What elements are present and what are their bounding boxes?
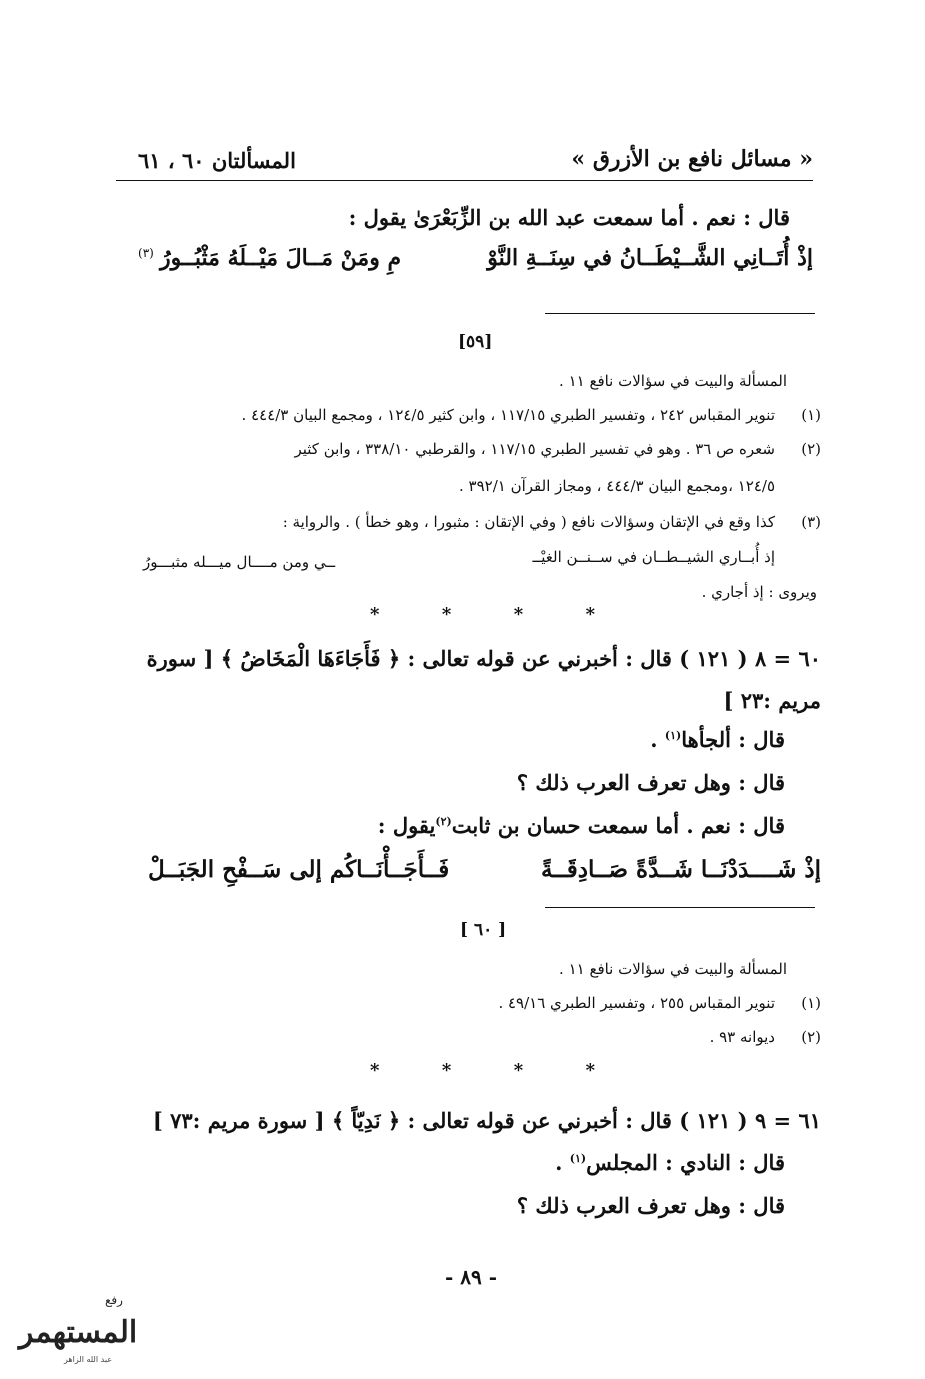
footnote-number: (١) (801, 406, 821, 424)
footnote-text: تنوير المقباس ٢٤٢ ، وتفسير الطبري ١١٧/١٥ ، وابن كثير ١٢٤/٥ ، ومجمع البيان ٤٤٤/٣ . (241, 406, 775, 424)
logo-small-text: رفع (105, 1293, 123, 1307)
footnote-text: ديوانه ٩٣ . (709, 1028, 775, 1046)
question-61-line1: ٦١ = ٩ ( ١٢١ ) قال : أخبرني عن قوله تعالى : ﴿ نَدِيّاً ﴾ [ سورة مريم :٧٣ ] (152, 1108, 821, 1133)
footnote-number: (٣) (801, 513, 821, 531)
footnote-text: شعره ص ٣٦ . وهو في تفسير الطبري ١١٧/١٥ ، والقرطبي ٣٣٨/١٠ ، وابن كثير (294, 440, 775, 458)
footnote-rule (545, 313, 815, 314)
alt-verse-right: إذ أُبــاري الشيــطــان في ســنــن الغيْــ (532, 548, 775, 566)
star: * (585, 604, 595, 625)
verse-footnote-mark: (٣) (138, 246, 154, 260)
answer-61: قال : النادي : المجلس$^{(١)}$ . (555, 1150, 785, 1175)
footnote-number: (١) (801, 994, 821, 1012)
footnote-text: كذا وقع في الإتقان وسؤالات نافع ( وفي الإتقان : مثبورا ، وهو خطأ ) . والرواية : (282, 513, 775, 531)
followup-61: قال : وهل تعرف العرب ذلك ؟ (516, 1193, 785, 1218)
verse-left-hemistich: مِ ومَنْ مَــالَ مَيْــلَهُ مَثْبُــورُ (160, 245, 402, 271)
followup-60: قال : وهل تعرف العرب ذلك ؟ (516, 770, 785, 795)
page-range: المسألتان ٦٠ ، ٦١ (138, 148, 296, 173)
page-number: - ٨٩ - (445, 1265, 498, 1289)
alt-note: ويروى : إذ أجاري . (701, 583, 817, 601)
publisher-logo (14, 1290, 142, 1374)
star: * (585, 1060, 595, 1081)
star: * (513, 604, 524, 625)
question-60-line2: مريم :٢٣ ] (723, 688, 821, 713)
star: * (370, 604, 380, 625)
footnote-heading: [٥٩] (458, 332, 493, 352)
answer-line: قال : نعم . أما سمعت عبد الله بن الزِّبَعْرَىٰ يقول : (348, 205, 790, 230)
star: * (370, 1060, 380, 1081)
star: * (441, 604, 452, 625)
answer-60: قال : ألجأها$^{(١)}$ . (650, 727, 785, 752)
footnote-heading: [ ٦٠ ] (460, 920, 507, 940)
verse-60-left: فَــأَجَــأْنَــاكُم إلى سَــفْحِ الجَبَــلْ (148, 856, 450, 883)
logo-sub-text: عبد الله الزاهر (64, 1355, 112, 1364)
footnote-number: (٢) (801, 1028, 821, 1046)
header-rule (116, 180, 813, 181)
star: * (441, 1060, 452, 1081)
logo-main-text: المستهمر (18, 1315, 138, 1350)
reply-60: قال : نعم . أما سمعت حسان بن ثابت$^{(٢)}$يقول : (377, 813, 785, 838)
star: * (513, 1060, 524, 1081)
footnote-number: (٢) (801, 440, 821, 458)
verse-right-hemistich: إذْ أُتَــانِي الشَّــيْطَــانُ في سِنَــةِ النَّوْ (487, 245, 813, 271)
footnote-text: ١٢٤/٥ ،ومجمع البيان ٤٤٤/٣ ، ومجاز القرآن ٣٩٢/١ . (458, 477, 775, 495)
footnote-rule (545, 907, 815, 908)
book-title: « مسائل نافع بن الأزرق » (571, 146, 813, 172)
alt-verse-left: ــي ومن مــــال ميـــله مثبـــورُ (143, 553, 336, 571)
verse-60-right: إذْ شَــــدَدْنَــا شَــدَّةً صَــادِقَــةً (540, 856, 821, 883)
footnote-mark: (١) (569, 1152, 587, 1165)
section-divider-stars (370, 604, 595, 625)
footnote-mark: (٢) (435, 815, 452, 828)
question-60-line1: ٦٠ = ٨ ( ١٢١ ) قال : أخبرني عن قوله تعالى : ﴿ فَأَجَاءَهَا الْمَخَاضُ ﴾ [ سورة (146, 646, 821, 671)
section-divider-stars (370, 1060, 595, 1081)
footnote-intro: المسألة والبيت في سؤالات نافع ١١ . (559, 372, 787, 390)
footnote-mark: (١) (664, 729, 682, 742)
footnote-intro: المسألة والبيت في سؤالات نافع ١١ . (559, 960, 787, 978)
footnote-text: تنوير المقباس ٢٥٥ ، وتفسير الطبري ٤٩/١٦ . (498, 994, 775, 1012)
